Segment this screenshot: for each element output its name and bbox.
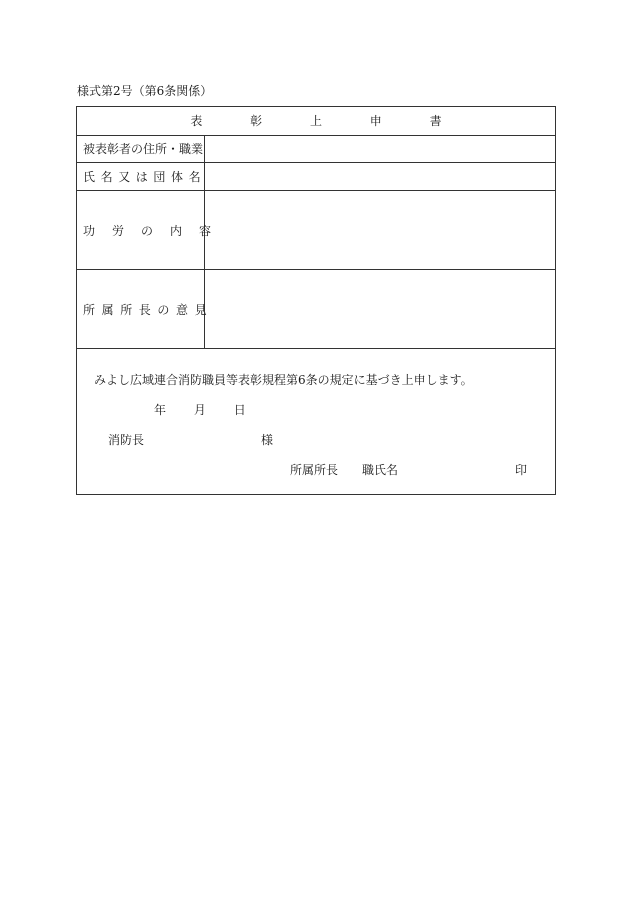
date-year: 年: [154, 403, 167, 417]
seal-mark: 印: [515, 463, 528, 477]
merit-row: [77, 191, 555, 270]
date-line: [154, 401, 246, 418]
title-row: [77, 107, 555, 136]
name-field[interactable]: [206, 163, 555, 190]
statement-area: [77, 349, 555, 494]
opinion-row: [77, 270, 555, 349]
merit-field[interactable]: [206, 191, 555, 269]
sender-name-label: 職氏名: [362, 463, 399, 477]
statement-text: みよし広域連合消防職員等表彰規程第6条の規定に基づき上申します。: [94, 373, 473, 387]
address-field[interactable]: [206, 135, 555, 162]
sender-title: 所属所長: [290, 463, 339, 477]
merit-label: 功労の内容: [77, 191, 205, 269]
name-label: 氏名又は団体名: [77, 163, 205, 190]
form-number: 様式第2号（第6条関係）: [77, 84, 213, 98]
addressee: 消防長: [108, 433, 145, 447]
opinion-field[interactable]: [206, 270, 555, 348]
address-label: 被表彰者の住所・職業: [77, 135, 205, 162]
opinion-label: 所属所長の意見: [77, 270, 205, 348]
application-form: [76, 106, 556, 495]
honorific: 様: [261, 433, 274, 447]
form-title: 表 彰 上 申 書: [190, 114, 464, 128]
date-day: 日: [233, 403, 246, 417]
date-month: 月: [193, 403, 206, 417]
name-row: [77, 163, 555, 191]
address-row: [77, 135, 555, 163]
